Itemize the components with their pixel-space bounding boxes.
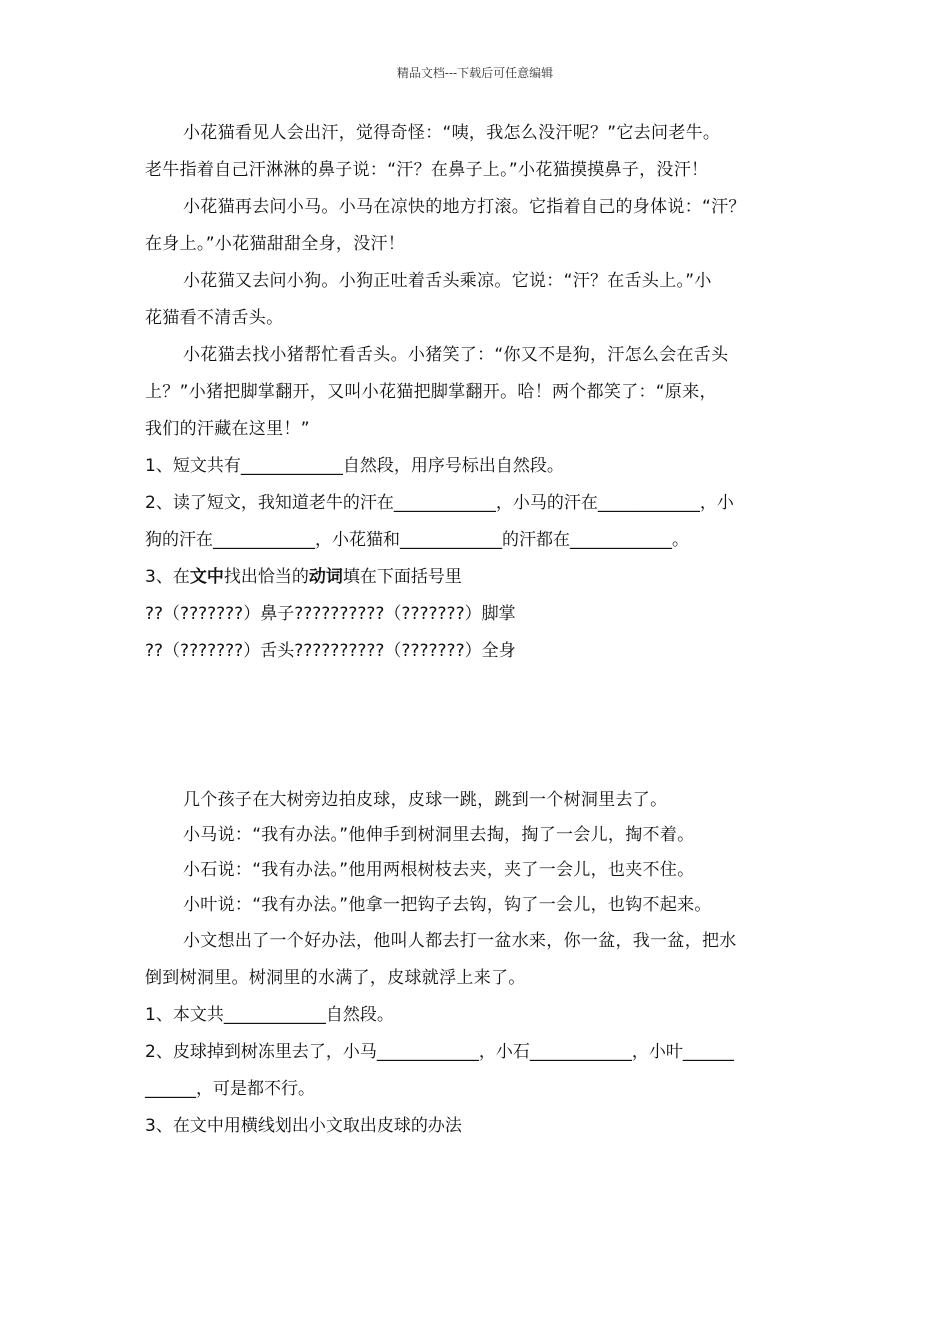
paragraph-line: 小马说：“我有办法。”他伸手到树洞里去掏，掏了一会儿，掏不着。 xyxy=(183,825,695,845)
question-3-row-2: ??（???????）舌头??????????（???????）全身 xyxy=(145,641,516,661)
paragraph-line: 上？”小猪把脚掌翻开，又叫小花猫把脚掌翻开。哈！两个都笑了：“原来， xyxy=(145,382,717,402)
question-3-prefix: 3、在 xyxy=(145,567,190,587)
question-3: 3、在文中用横线划出小文取出皮球的办法 xyxy=(145,1116,462,1136)
page-header: 精品文档---下载后可任意编辑 xyxy=(396,66,554,80)
question-1: 1、短文共有____________自然段，用序号标出自然段。 xyxy=(145,456,564,476)
paragraph-line: 小花猫看见人会出汗，觉得奇怪：“咦，我怎么没汗呢？”它去问老牛。 xyxy=(183,123,721,143)
paragraph-line: 小花猫再去问小马。小马在凉快的地方打滚。它指着自己的身体说：“汗？ xyxy=(183,197,746,217)
paragraph-line: 花猫看不清舌头。 xyxy=(145,308,284,328)
passage-sweat xyxy=(145,115,810,670)
question-3 xyxy=(145,559,810,596)
paragraph-line: 我们的汗藏在这里！” xyxy=(145,419,310,439)
question-2-line-2: ______，可是都不行。 xyxy=(145,1079,315,1099)
question-3-row-1: ??（???????）鼻子??????????（???????）脚掌 xyxy=(145,604,516,624)
paragraph-line: 小花猫去找小猪帮忙看舌头。小猪笑了：“你又不是狗，汗怎么会在舌头 xyxy=(183,345,729,365)
question-2-line-1: 2、皮球掉到树冻里去了，小马____________，小石____________，小叶______ xyxy=(145,1042,734,1062)
question-2-line-1: 2、读了短文，我知道老牛的汗在____________，小马的汗在____________，小 xyxy=(145,493,734,513)
question-3-bold-verb: 动词 xyxy=(308,567,343,587)
paragraph-line: 老牛指着自己汗淋淋的鼻子说：“汗？在鼻子上。”小花猫摸摸鼻子，没汗！ xyxy=(145,160,709,180)
paragraph-line: 小叶说：“我有办法。”他拿一把钩子去钩，钩了一会儿，也钩不起来。 xyxy=(183,895,712,915)
paragraph-line: 小石说：“我有办法。”他用两根树枝去夹，夹了一会儿，也夹不住。 xyxy=(183,860,695,880)
paragraph-line: 小花猫又去问小狗。小狗正吐着舌头乘凉。它说：“汗？在舌头上。”小 xyxy=(183,271,712,291)
paragraph-line: 倒到树洞里。树洞里的水满了，皮球就浮上来了。 xyxy=(145,968,526,988)
passage-ball xyxy=(145,783,810,1145)
question-3-middle: 找出恰当的 xyxy=(223,567,309,587)
question-1: 1、本文共____________自然段。 xyxy=(145,1005,394,1025)
question-3-suffix: 填在下面括号里 xyxy=(342,567,462,587)
question-3-bold-text: 文中 xyxy=(189,567,224,587)
paragraph-line: 小文想出了一个好办法，他叫人都去打一盆水来，你一盆，我一盆，把水 xyxy=(183,931,737,951)
paragraph-line: 几个孩子在大树旁边拍皮球，皮球一跳，跳到一个树洞里去了。 xyxy=(183,790,668,810)
paragraph-line: 在身上。”小花猫甜甜全身，没汗！ xyxy=(145,234,406,254)
question-2-line-2: 狗的汗在____________，小花猫和____________的汗都在____________。 xyxy=(145,530,689,550)
